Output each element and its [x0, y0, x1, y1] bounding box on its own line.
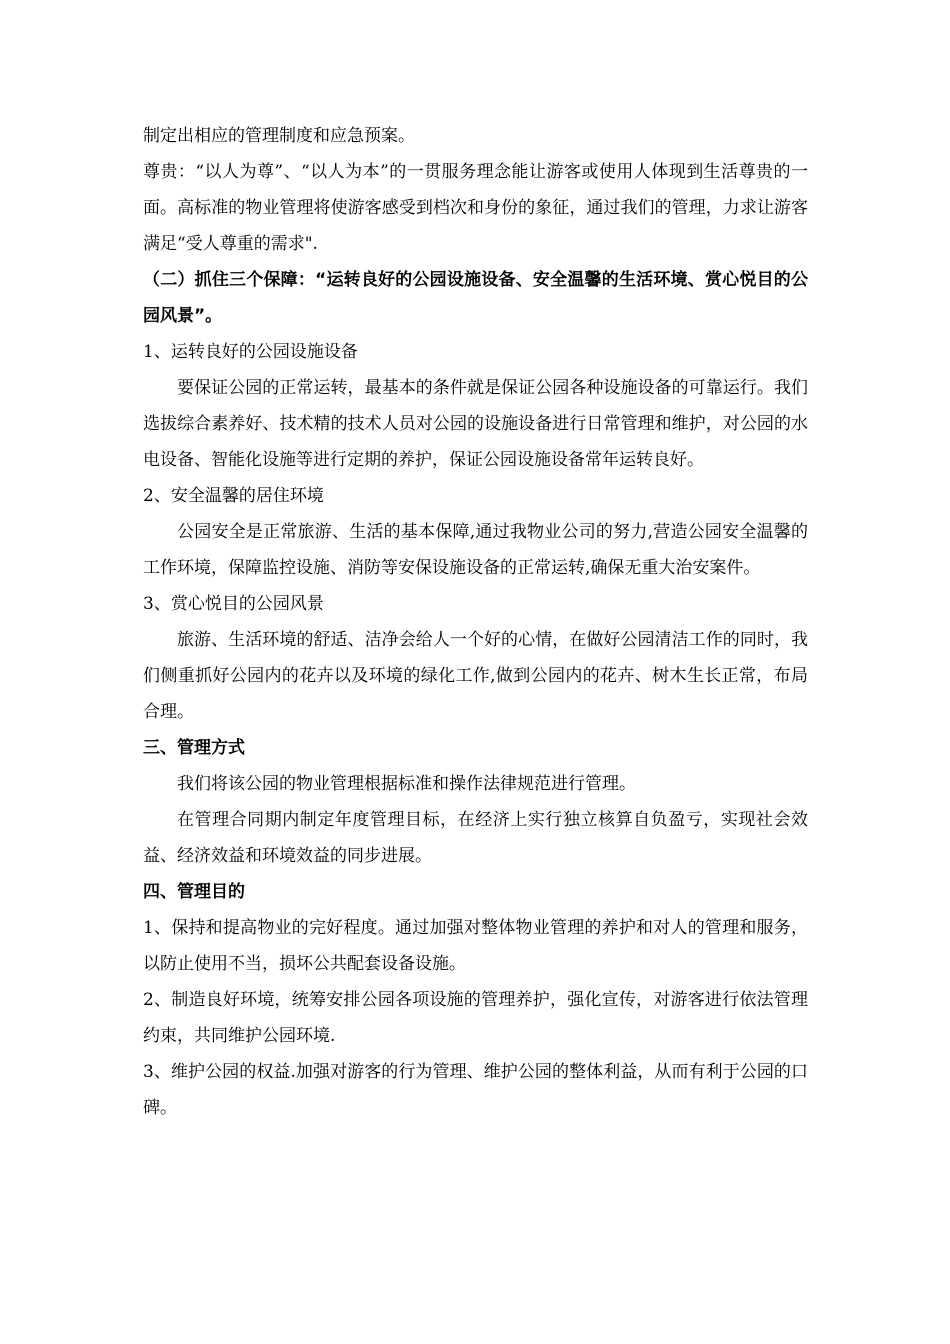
list-item: 3、维护公园的权益.加强对游客的行为管理、维护公园的整体利益，从而有利于公园的口碑。: [143, 1062, 808, 1118]
paragraph: 要保证公园的正常运转，最基本的条件就是保证公园各种设施设备的可靠运行。我们选拔综合素养好、技术精的技术人员对公园的设施设备进行日常管理和维护，对公园的水电设备、智能化设施等进行定期的养护，保证公园设施设备常年运转良好。: [143, 378, 808, 470]
list-item: 1、保持和提高物业的完好程度。通过加强对整体物业管理的养护和对人的管理和服务，以防止使用不当，损坏公共配套设备设施。: [143, 918, 808, 974]
section-heading: 三、管理方式: [143, 738, 245, 758]
paragraph: 尊贵：“以人为尊”、“以人为本”的一贯服务理念能让游客或使用人体现到生活尊贵的一面。高标准的物业管理将使游客感受到档次和身份的象征，通过我们的管理，力求让游客满足“受人尊重的需求".: [143, 162, 808, 254]
paragraph: 制定出相应的管理制度和应急预案。: [143, 126, 415, 146]
section-heading: 四、管理目的: [143, 882, 245, 902]
section-heading: （二）抓住三个保障：“运转良好的公园设施设备、安全温馨的生活环境、赏心悦目的公园风景”。: [143, 270, 808, 326]
subheading: 2、安全温馨的居住环境: [143, 486, 324, 506]
subheading: 3、赏心悦目的公园风景: [143, 594, 324, 614]
paragraph: 旅游、生活环境的舒适、洁净会给人一个好的心情，在做好公园清洁工作的同时，我们侧重抓好公园内的花卉以及环境的绿化工作,做到公园内的花卉、树木生长正常，布局合理。: [143, 630, 808, 722]
list-item: 2、制造良好环境，统筹安排公园各项设施的管理养护，强化宣传，对游客进行依法管理约束，共同维护公园环境.: [143, 990, 808, 1046]
subheading: 1、运转良好的公园设施设备: [143, 342, 358, 362]
paragraph: 我们将该公园的物业管理根据标准和操作法律规范进行管理。: [177, 774, 636, 794]
paragraph: 公园安全是正常旅游、生活的基本保障,通过我物业公司的努力,营造公园安全温馨的工作环境，保障监控设施、消防等安保设施设备的正常运转,确保无重大治安案件。: [143, 522, 808, 578]
document-page: [143, 118, 808, 1126]
paragraph: 在管理合同期内制定年度管理目标，在经济上实行独立核算自负盈亏，实现社会效益、经济效益和环境效益的同步进展。: [143, 810, 808, 866]
